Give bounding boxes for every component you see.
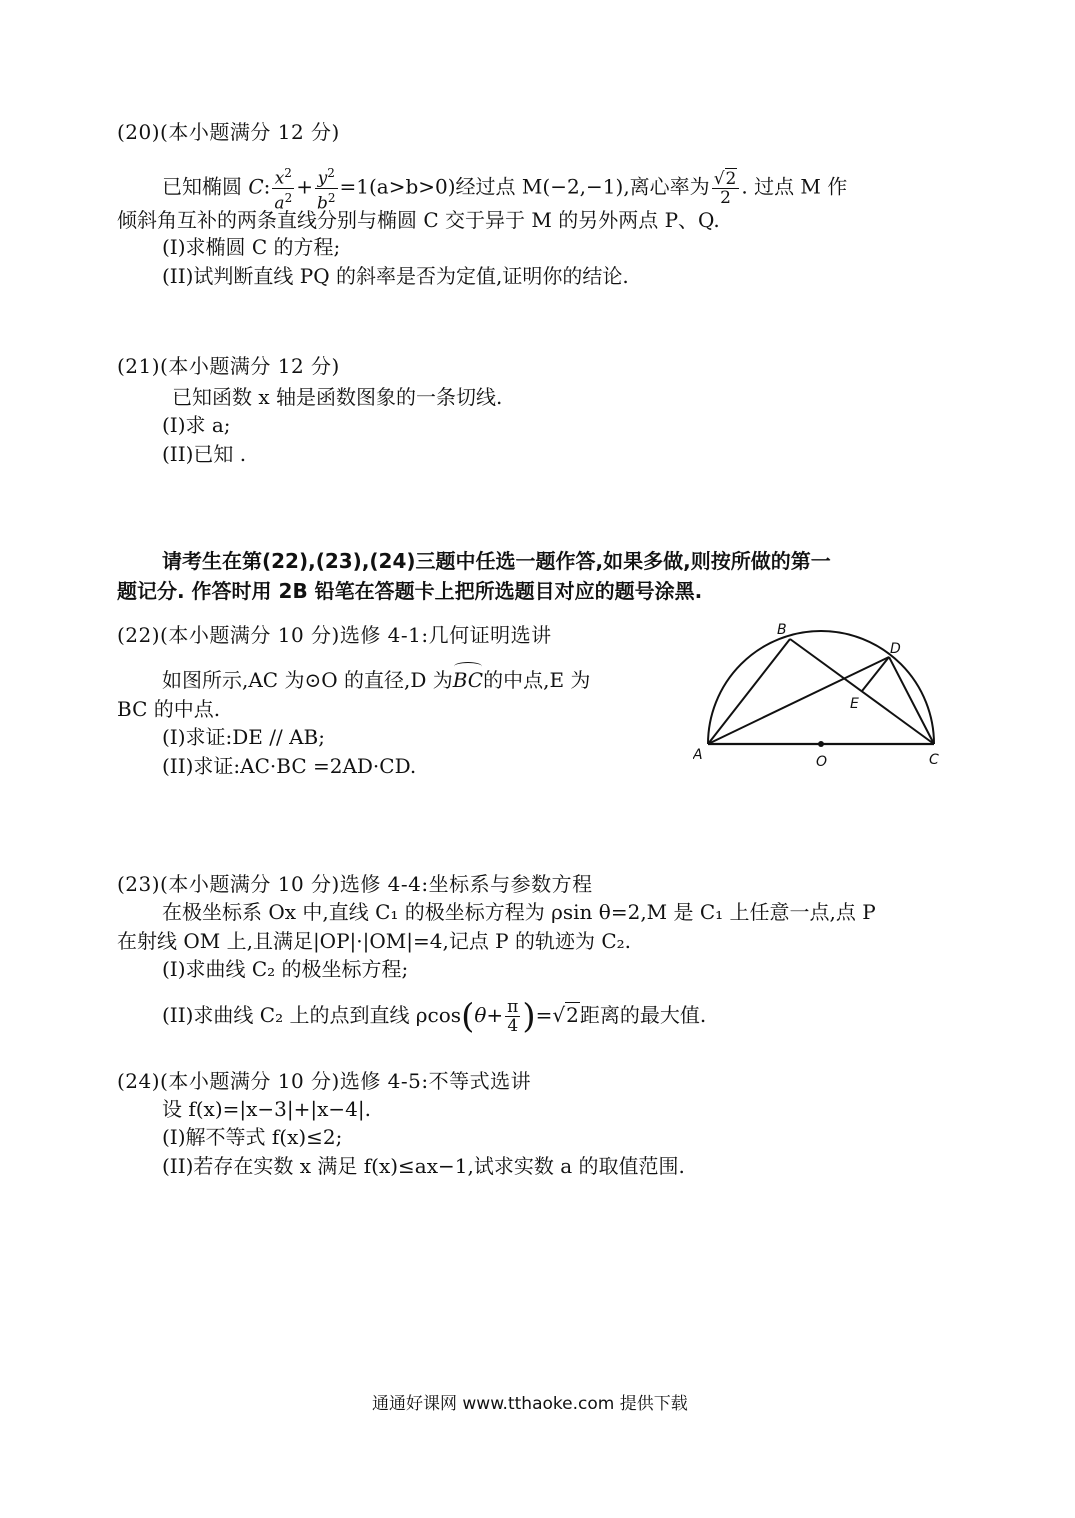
q20-y-fraction: $\frac{y^2}{b^2}$ — [316, 166, 336, 214]
q22-heading: (22)(本小题满分 10 分)选修 4-1:几何证明选讲 — [117, 623, 552, 647]
q22-stem-pre: 如图所示,AC 为⊙O 的直径,D 为 — [162, 668, 453, 692]
q23-theta-plus: θ+ — [474, 1003, 504, 1027]
q22-stem-post: 的中点,E 为 — [483, 668, 591, 692]
q23-part2-post: 距离的最大值. — [579, 1003, 707, 1027]
q22-part1: (I)求证:DE // AB; — [162, 725, 325, 749]
q24-part1: (I)解不等式 f(x)≤2; — [162, 1125, 343, 1149]
label-b: B — [777, 622, 787, 638]
q23-sqrt2: 2 — [566, 1003, 579, 1027]
q22-stem-line1 — [162, 666, 590, 694]
q23-line2: 在射线 OM 上,且满足|OP|·|OM|=4,记点 P 的轨迹为 C₂. — [117, 929, 632, 953]
q23-part2-pre: (II)求曲线 C₂ 上的点到直线 ρcos — [162, 1003, 462, 1027]
q24-part2: (II)若存在实数 x 满足 f(x)≤ax−1,试求实数 a 的取值范围. — [162, 1154, 685, 1178]
center-point-o — [818, 741, 824, 747]
q20-heading: (20)(本小题满分 12 分) — [117, 120, 340, 144]
q20-ellipse-name: C — [248, 174, 264, 199]
chord-dc — [889, 657, 934, 744]
q20-colon: : — [263, 174, 271, 199]
notice-line2: 题记分. 作答时用 2B 铅笔在答题卡上把所选题目对应的题号涂黑. — [117, 579, 703, 603]
q23-heading: (23)(本小题满分 10 分)选修 4-4:坐标系与参数方程 — [117, 872, 593, 896]
label-c: C — [929, 752, 939, 768]
footer-source: 通通好课网 www.tthaoke.com 提供下载 — [372, 1394, 688, 1414]
q23-part2: (II)求曲线 C₂ 上的点到直线 ρcos(θ+ $\frac{\pi}{4}$ )=√2距离的最大值. — [162, 996, 707, 1037]
q23-equals: = — [535, 1003, 553, 1027]
q23-pi-fraction: $\frac{\pi}{4}$ — [507, 997, 519, 1036]
q20-part1: (I)求椭圆 C 的方程; — [162, 235, 341, 259]
q20-stem-post: . 过点 M 作 — [741, 174, 848, 199]
q20-stem-pre: 已知椭圆 — [162, 174, 249, 199]
notice-line1: 请考生在第(22),(23),(24)三题中任选一题作答,如果多做,则按所做的第一 — [162, 549, 831, 573]
q20-x-fraction: $\frac{x^2}{a^2}$ — [274, 166, 293, 214]
q21-stem: 已知函数 x 轴是函数图象的一条切线. — [172, 385, 503, 409]
q23-part1: (I)求曲线 C₂ 的极坐标方程; — [162, 957, 409, 981]
q20-eccentricity-fraction: $\frac{√2}{2}$ — [712, 170, 740, 207]
q22-arc-bc: BC — [452, 668, 484, 692]
q22-geometry-figure — [693, 618, 953, 778]
q21-part2: (II)已知 . — [162, 442, 247, 466]
q21-part1: (I)求 a; — [162, 413, 231, 437]
q21-heading: (21)(本小题满分 12 分) — [117, 354, 340, 378]
q24-line1: 设 f(x)=|x−3|+|x−4|. — [162, 1097, 371, 1121]
q20-stem-line2: 倾斜角互补的两条直线分别与椭圆 C 交于异于 M 的另外两点 P、Q. — [117, 208, 720, 232]
q22-part2: (II)求证:AC·BC =2AD·CD. — [162, 754, 417, 778]
label-d: D — [890, 641, 901, 657]
label-o: O — [816, 754, 828, 770]
label-a: A — [693, 747, 703, 763]
q20-equation-tail: =1(a>b>0)经过点 M(−2,−1),离心率为 — [339, 174, 710, 199]
q23-line1: 在极坐标系 Ox 中,直线 C₁ 的极坐标方程为 ρsin θ=2,M 是 C₁ 上任意一点,点 P — [162, 900, 876, 924]
q24-heading: (24)(本小题满分 10 分)选修 4-5:不等式选讲 — [117, 1069, 532, 1093]
label-e: E — [850, 696, 859, 712]
segment-de — [862, 657, 889, 691]
q22-stem-line2: BC 的中点. — [117, 697, 221, 721]
chord-bc — [790, 639, 934, 744]
q20-stem-line1: 已知椭圆 C: $\frac{x^2}{a^2}$ + $\frac{y^2}{b^2}$ =1(a>b>0)经过点 M(−2,−1),离心率为 $\frac{√2}{2}$ . 过点 M 作 — [162, 166, 848, 214]
q20-part2: (II)试判断直线 PQ 的斜率是否为定值,证明你的结论. — [162, 264, 629, 288]
